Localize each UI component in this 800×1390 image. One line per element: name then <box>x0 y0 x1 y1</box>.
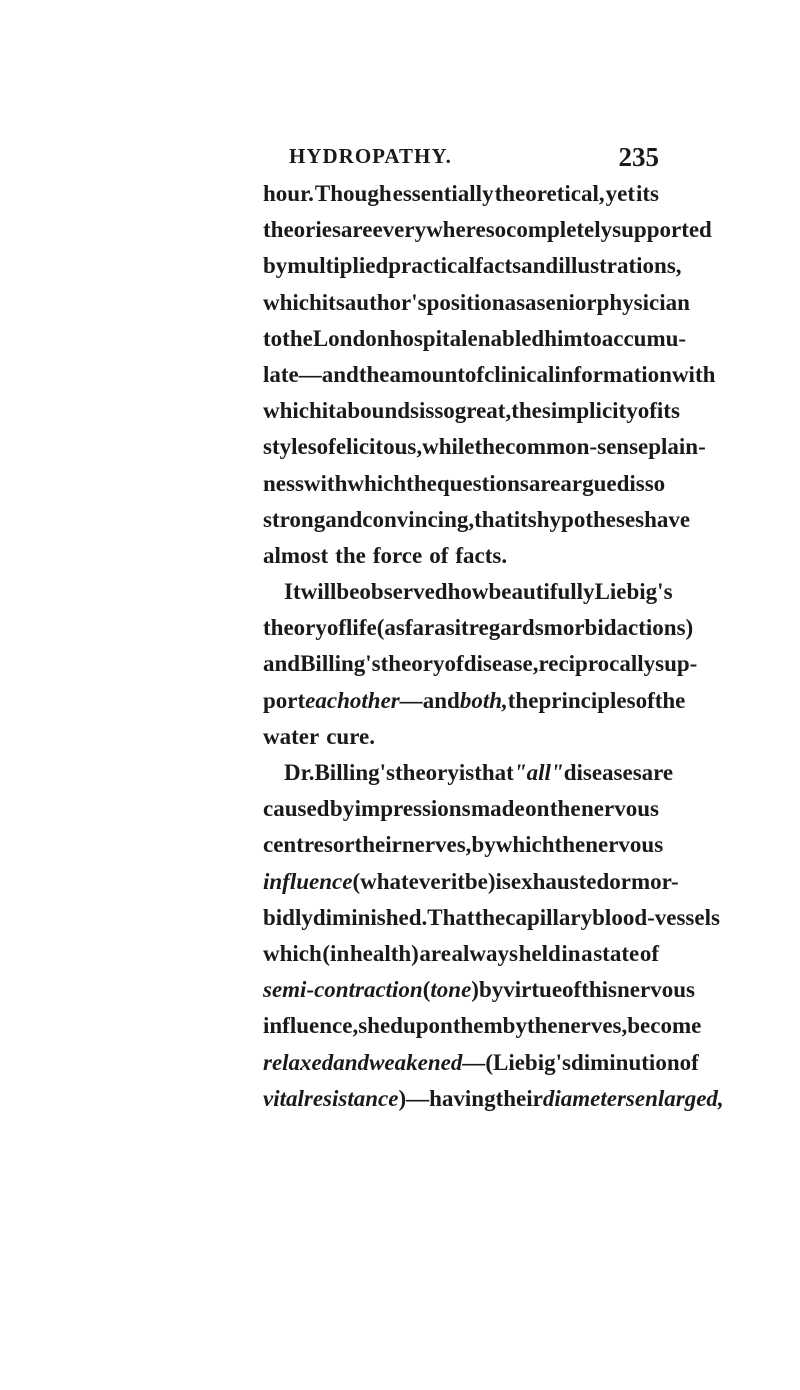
word: essentially <box>392 181 494 206</box>
word: facts. <box>455 542 508 568</box>
word: and <box>521 253 559 279</box>
word: life <box>346 615 377 641</box>
word: so <box>307 434 329 460</box>
word: of <box>637 398 657 424</box>
word: are <box>641 760 674 785</box>
word: the <box>474 434 506 460</box>
word: of <box>326 615 347 641</box>
word: of <box>562 977 582 1003</box>
word: or <box>332 832 355 858</box>
word: beautifully <box>488 579 595 605</box>
word: supported <box>612 217 712 243</box>
word: (as <box>376 615 405 641</box>
word: completely <box>506 217 613 243</box>
word: late—and <box>263 361 359 387</box>
word: both, <box>459 687 508 713</box>
word: ness <box>263 470 304 496</box>
word: semi-contraction <box>263 977 423 1003</box>
word: which <box>495 832 555 858</box>
word: argued <box>560 470 630 496</box>
word: port <box>263 687 306 713</box>
word: common-sense <box>505 434 649 460</box>
word: abounds <box>335 398 419 424</box>
word: so <box>485 217 507 243</box>
word: be) <box>464 868 496 894</box>
word: diminution <box>570 1049 680 1075</box>
text-line <box>263 502 691 538</box>
word: of <box>679 1049 699 1075</box>
word: always <box>451 940 518 966</box>
word: principles <box>538 687 636 713</box>
word: multiplied <box>287 253 389 279</box>
word: have <box>644 506 691 532</box>
word: Billing's <box>300 651 381 677</box>
text-line <box>263 321 687 357</box>
word: by <box>471 832 496 858</box>
word: as <box>504 289 526 315</box>
word: or <box>609 868 632 894</box>
word: almost <box>263 542 329 568</box>
word: it <box>450 868 465 894</box>
word: nervous <box>617 977 695 1003</box>
text-line <box>263 393 680 429</box>
word: the <box>511 398 542 424</box>
word: mor- <box>631 868 679 894</box>
word: diminished. <box>312 904 428 930</box>
text-line <box>263 683 686 719</box>
word: theory <box>395 760 459 785</box>
word: reciprocally <box>538 651 656 677</box>
word: nervous <box>581 796 659 822</box>
word: which <box>347 470 407 496</box>
word: a <box>581 940 593 966</box>
word: them <box>452 1013 503 1039</box>
word: force <box>372 542 423 568</box>
word: health) <box>349 940 419 966</box>
word: physician <box>596 289 690 315</box>
word: made <box>471 796 525 822</box>
word: of <box>429 542 449 568</box>
text-line <box>263 1081 724 1117</box>
text-line <box>263 755 674 791</box>
word: state <box>593 940 640 966</box>
word: while <box>422 434 475 460</box>
word: relaxed <box>263 1049 334 1075</box>
word: nerves, <box>401 832 472 858</box>
word: are <box>528 470 561 496</box>
word: are <box>419 940 451 966</box>
word: so <box>434 398 455 424</box>
word: everywhere <box>372 217 486 243</box>
word: held <box>518 940 561 966</box>
word: disease, <box>463 651 539 677</box>
word: the <box>507 687 539 713</box>
word: of <box>464 361 485 387</box>
word: impressions <box>354 796 471 822</box>
word: the <box>554 832 586 858</box>
word: is <box>418 398 435 424</box>
word: London <box>312 325 390 351</box>
word: hour. <box>263 181 314 206</box>
word: theory <box>380 651 445 677</box>
word: so <box>644 470 666 496</box>
text-line <box>263 972 695 1008</box>
word: vital <box>263 1085 304 1111</box>
word: by <box>263 253 288 279</box>
word: will <box>300 579 337 605</box>
text-line <box>263 936 659 972</box>
text-line <box>263 285 690 321</box>
word: author's <box>344 289 427 315</box>
text-line <box>263 466 666 502</box>
word: that <box>474 506 514 532</box>
word: its <box>656 398 680 424</box>
word: is <box>495 868 511 894</box>
word: which <box>263 398 322 424</box>
word: with <box>303 470 348 496</box>
word: its <box>635 181 659 206</box>
word: position <box>426 289 505 315</box>
word: a <box>525 289 537 315</box>
word: its <box>321 289 345 315</box>
word: diameters <box>542 1085 635 1111</box>
word: clinical <box>484 361 555 387</box>
word: (in <box>322 940 350 966</box>
text-line <box>263 538 659 574</box>
word: plain- <box>648 434 706 460</box>
word: senior <box>536 289 597 315</box>
word: each <box>305 687 350 713</box>
word: the <box>406 470 437 496</box>
word: is <box>629 470 645 496</box>
word: its <box>513 506 537 532</box>
word: exhausted <box>510 868 610 894</box>
word: by <box>502 1013 527 1039</box>
word: to <box>263 325 283 351</box>
word: in <box>561 940 581 966</box>
word: which <box>263 289 322 315</box>
word: be <box>336 579 360 605</box>
word: theories <box>263 217 341 243</box>
word: shed <box>358 1013 403 1039</box>
text-line <box>263 610 694 646</box>
word: Billing's <box>314 760 396 785</box>
word: (tone) <box>422 977 479 1003</box>
word: the <box>526 1013 558 1039</box>
word: cure. <box>326 723 375 749</box>
word: bidly <box>263 904 313 930</box>
word: information <box>554 361 672 387</box>
text-line <box>263 900 720 936</box>
word: how <box>447 579 489 605</box>
word: of <box>639 940 659 966</box>
word: amount <box>389 361 465 387</box>
word: the <box>549 796 581 822</box>
word: theoretical, <box>494 181 605 206</box>
word: felicitous, <box>328 434 423 460</box>
word: of <box>635 687 655 713</box>
word: which <box>263 940 322 966</box>
word: hospital <box>389 325 468 351</box>
word: their <box>495 1085 543 1111</box>
word: become <box>627 1013 702 1039</box>
word: by <box>329 796 355 822</box>
word: enlarged, <box>634 1085 724 1111</box>
word: their <box>354 832 402 858</box>
text-line <box>263 212 712 248</box>
word: convincing, <box>362 506 475 532</box>
text-line <box>263 574 673 610</box>
word: diseases <box>563 760 642 785</box>
word: far <box>404 615 435 641</box>
word: the <box>335 542 366 568</box>
word: weakened—(Liebig's <box>369 1049 571 1075</box>
word: it <box>321 398 336 424</box>
text-line <box>263 176 659 212</box>
text-line <box>263 357 716 393</box>
word: this <box>581 977 617 1003</box>
word: the <box>358 361 390 387</box>
word: practical <box>388 253 476 279</box>
word: capillary <box>505 904 593 930</box>
word: It <box>284 579 301 605</box>
page-header <box>267 142 659 176</box>
word: resistance)—having <box>303 1085 496 1111</box>
text-line <box>263 864 679 900</box>
word: caused <box>263 796 330 822</box>
text-line <box>263 248 682 284</box>
word: blood-vessels <box>592 904 720 930</box>
text-line <box>263 719 659 755</box>
page-number: 235 <box>618 142 659 172</box>
running-title: HYDROPATHY. <box>289 144 452 168</box>
text-line <box>263 646 698 682</box>
word: "all" <box>513 760 564 785</box>
text-line <box>263 1045 699 1081</box>
word: accumu- <box>601 325 687 351</box>
word: to <box>582 325 602 351</box>
word: water <box>263 723 320 749</box>
word: nerves, <box>557 1013 628 1039</box>
word: as <box>434 615 455 641</box>
word: are <box>340 217 373 243</box>
word: That <box>427 904 475 930</box>
word: simplicity <box>541 398 638 424</box>
word: strong <box>263 506 326 532</box>
word: (whatever <box>352 868 451 894</box>
word: yet <box>605 181 635 206</box>
word: and <box>263 651 301 677</box>
word: by <box>478 977 504 1003</box>
word: and <box>333 1049 370 1075</box>
word: on <box>525 796 550 822</box>
word: virtue <box>503 977 563 1003</box>
word: enabled <box>467 325 545 351</box>
word: hypotheses <box>536 506 645 532</box>
text-line <box>263 827 664 863</box>
word: great, <box>454 398 512 424</box>
word: questions <box>436 470 529 496</box>
word: other—and <box>349 687 460 713</box>
word: influence, <box>263 1013 359 1039</box>
text-line <box>263 429 706 465</box>
word: morbid <box>543 615 617 641</box>
word: nervous <box>585 832 664 858</box>
text-line <box>263 1008 702 1044</box>
word: Liebig's <box>594 579 673 605</box>
word: style <box>263 434 308 460</box>
body-text <box>263 176 724 1117</box>
word: of <box>444 651 464 677</box>
word: Though <box>314 181 392 206</box>
word: upon <box>402 1013 453 1039</box>
word: with <box>671 361 716 387</box>
word: illustrations, <box>558 253 682 279</box>
word: regards <box>468 615 544 641</box>
word: that <box>474 760 514 785</box>
word: is <box>458 760 475 785</box>
word: influence <box>263 868 353 894</box>
word: theory <box>263 615 327 641</box>
word: and <box>325 506 363 532</box>
word: it <box>454 615 469 641</box>
word: Dr. <box>284 760 315 785</box>
word: actions) <box>616 615 694 641</box>
word: the <box>474 904 506 930</box>
word: the <box>282 325 313 351</box>
word: sup- <box>655 651 698 677</box>
word: him <box>544 325 583 351</box>
word: the <box>654 687 686 713</box>
word: centres <box>263 832 333 858</box>
text-line <box>263 791 659 827</box>
word: facts <box>475 253 522 279</box>
word: observed <box>359 579 448 605</box>
